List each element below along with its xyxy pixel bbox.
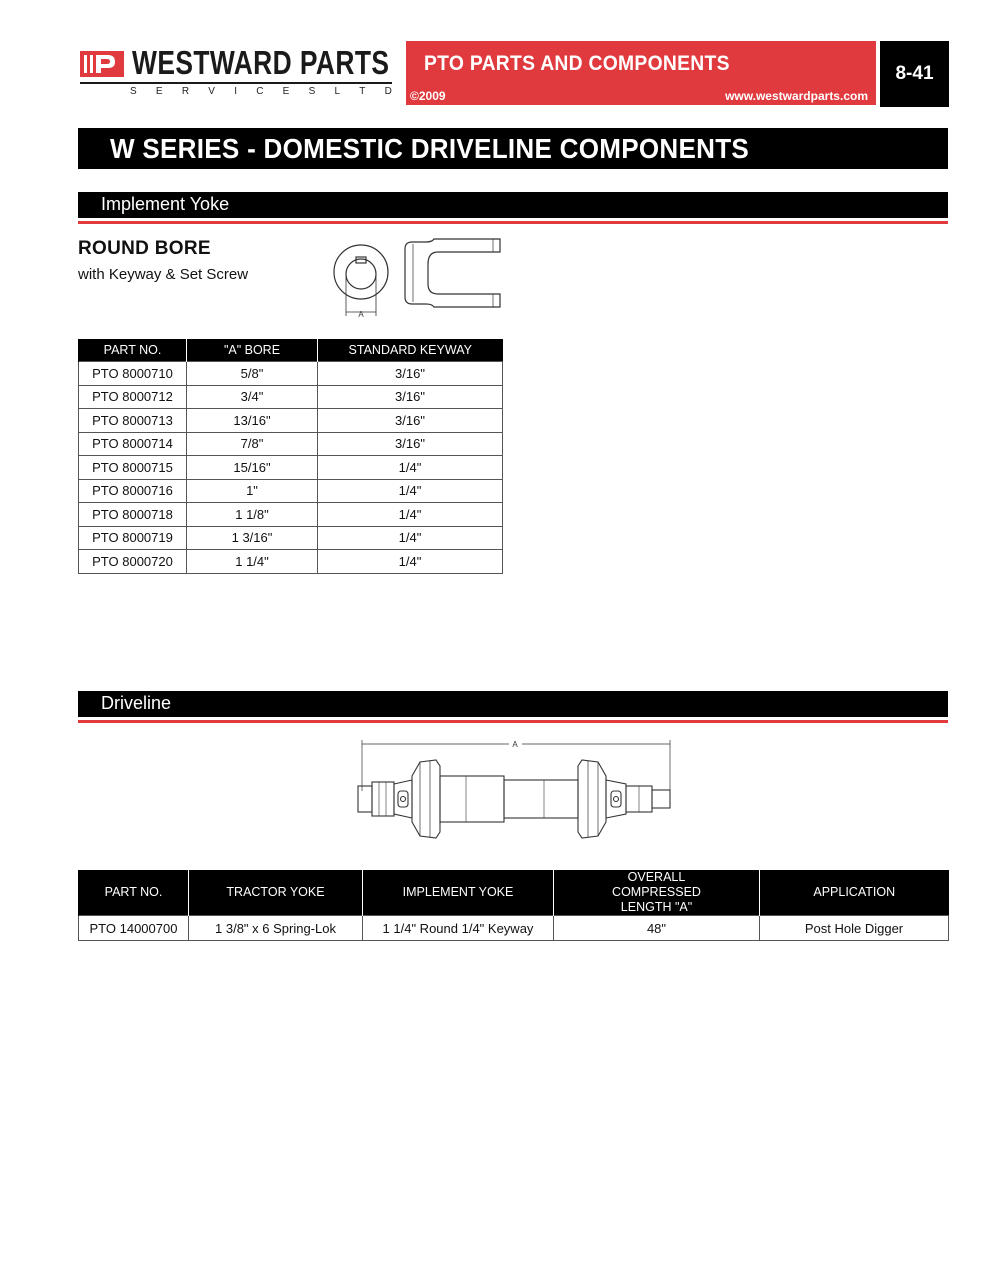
table-row — [79, 916, 949, 941]
table-row — [79, 362, 503, 386]
column-header: IMPLEMENT YOKE — [363, 870, 554, 916]
website-link[interactable]: www.westwardparts.com — [725, 89, 868, 103]
part-number: PTO 8000716 — [79, 479, 187, 503]
header-title-block — [406, 41, 876, 105]
round-bore-title: ROUND BORE — [78, 238, 211, 259]
page-title: W SERIES - DOMESTIC DRIVELINE COMPONENTS — [110, 133, 750, 164]
bore-size: 1 1/8" — [187, 503, 318, 527]
keyway-size: 1/4" — [318, 550, 503, 574]
bore-size: 1 1/4" — [187, 550, 318, 574]
table-header-row — [79, 339, 503, 362]
table-row — [79, 456, 503, 480]
table-row — [79, 503, 503, 527]
column-header: "A" BORE — [187, 339, 318, 362]
implement-yoke-section-header — [78, 192, 948, 218]
implement-yoke-table — [78, 339, 503, 574]
keyway-size: 1/4" — [318, 503, 503, 527]
part-number: PTO 8000718 — [79, 503, 187, 527]
bore-size: 1" — [187, 479, 318, 503]
implement-yoke: 1 1/4" Round 1/4" Keyway — [363, 916, 554, 941]
column-header: OVERALL COMPRESSED LENGTH "A" — [554, 870, 760, 916]
page-number: 8-41 — [880, 41, 949, 107]
column-header: STANDARD KEYWAY — [318, 339, 503, 362]
bore-size: 3/4" — [187, 385, 318, 409]
driveline-section-header — [78, 691, 948, 717]
keyway-size: 3/16" — [318, 362, 503, 386]
part-number: PTO 8000712 — [79, 385, 187, 409]
keyway-size: 3/16" — [318, 385, 503, 409]
bore-size: 7/8" — [187, 432, 318, 456]
tractor-yoke: 1 3/8" x 6 Spring-Lok — [189, 916, 363, 941]
table-row — [79, 526, 503, 550]
logo-underline — [80, 82, 392, 84]
round-bore-yoke-diagram — [330, 236, 505, 320]
compressed-length: 48" — [554, 916, 760, 941]
page-title-banner — [78, 128, 948, 169]
column-header: PART NO. — [79, 339, 187, 362]
implement-yoke-section-label: Implement Yoke — [101, 194, 230, 214]
bore-size: 15/16" — [187, 456, 318, 480]
column-header: PART NO. — [79, 870, 189, 916]
part-number: PTO 8000720 — [79, 550, 187, 574]
keyway-size: 1/4" — [318, 526, 503, 550]
part-number: PTO 8000714 — [79, 432, 187, 456]
table-row — [79, 550, 503, 574]
part-number: PTO 8000710 — [79, 362, 187, 386]
keyway-size: 1/4" — [318, 456, 503, 480]
driveline-table — [78, 870, 949, 941]
bore-dimension-label: A — [358, 310, 364, 319]
table-row — [79, 479, 503, 503]
part-number: PTO 8000719 — [79, 526, 187, 550]
company-logo — [80, 46, 394, 102]
wp-logo-mark-icon — [80, 51, 124, 77]
logo-name: WESTWARD PARTS — [132, 44, 390, 81]
column-header: APPLICATION — [760, 870, 949, 916]
part-number: PTO 14000700 — [79, 916, 189, 941]
table-row — [79, 409, 503, 433]
driveline-diagram — [354, 736, 676, 844]
part-number: PTO 8000715 — [79, 456, 187, 480]
application: Post Hole Digger — [760, 916, 949, 941]
catalog-section-title: PTO PARTS AND COMPONENTS — [424, 52, 730, 75]
part-number: PTO 8000713 — [79, 409, 187, 433]
keyway-size: 3/16" — [318, 409, 503, 433]
driveline-section-label: Driveline — [101, 693, 172, 713]
length-dimension-label: A — [512, 740, 518, 749]
section-divider — [78, 221, 948, 224]
keyway-size: 1/4" — [318, 479, 503, 503]
bore-size: 5/8" — [187, 362, 318, 386]
column-header: TRACTOR YOKE — [189, 870, 363, 916]
table-row — [79, 385, 503, 409]
bore-size: 1 3/16" — [187, 526, 318, 550]
keyway-size: 3/16" — [318, 432, 503, 456]
bore-size: 13/16" — [187, 409, 318, 433]
logo-subtitle: S E R V I C E S L T D — [130, 86, 392, 97]
table-row — [79, 432, 503, 456]
round-bore-subtitle: with Keyway & Set Screw — [78, 266, 249, 283]
copyright: ©2009 — [410, 89, 446, 103]
table-header-row — [79, 870, 949, 916]
section-divider — [78, 720, 948, 723]
